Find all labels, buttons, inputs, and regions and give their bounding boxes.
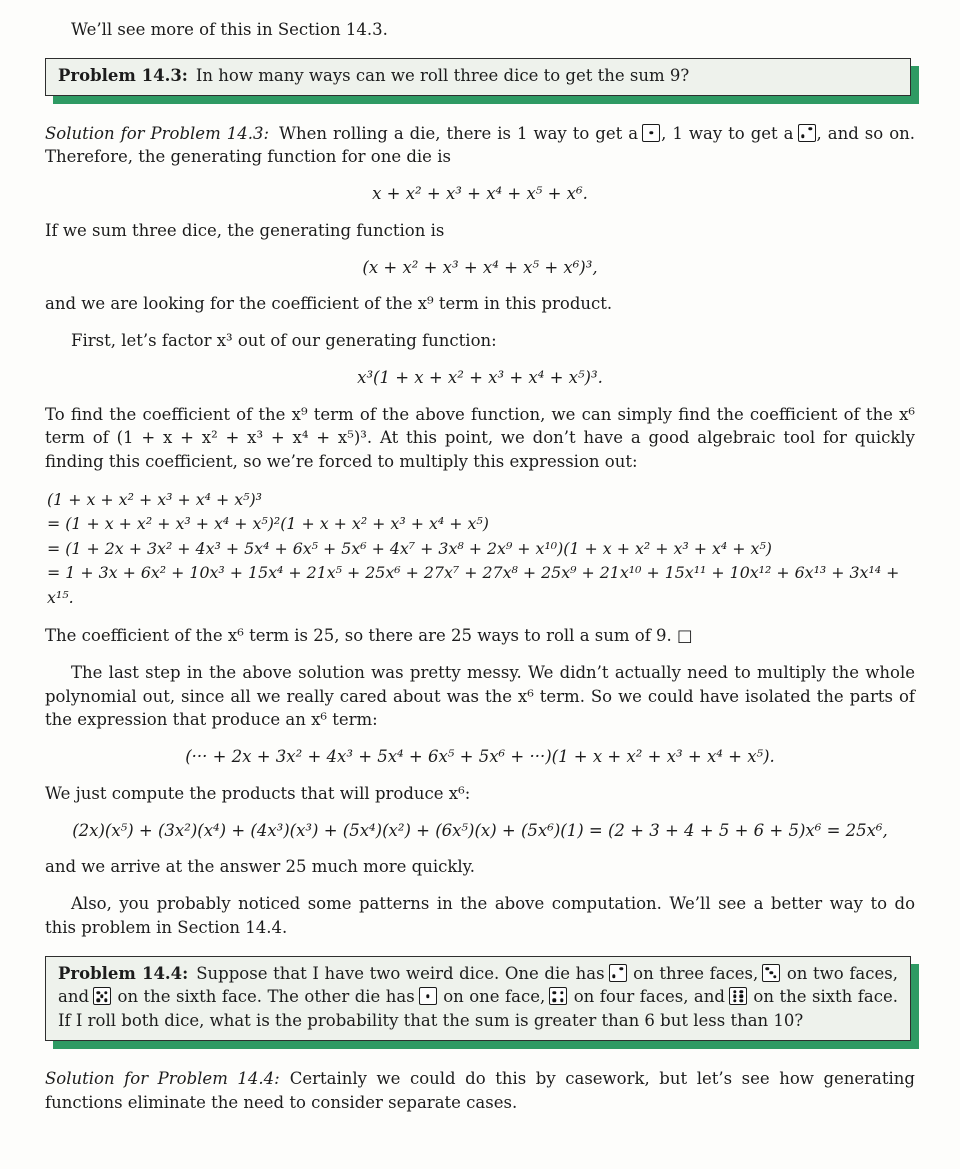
equation-factored: x³(1 + x + x² + x³ + x⁴ + x⁵)³.	[357, 367, 603, 387]
problem-14-4-box	[45, 956, 911, 1041]
solution-14-3-p6: The coefficient of the x⁶ term is 25, so there are 25 ways to roll a sum of 9. □	[45, 626, 693, 646]
derivation-line-1: (1 + x + x² + x³ + x⁴ + x⁵)³	[47, 489, 262, 509]
equation-one-die: x + x² + x³ + x⁴ + x⁵ + x⁶.	[372, 184, 588, 203]
problem-14-3-box	[45, 58, 911, 96]
die-face-3-icon	[762, 964, 780, 982]
problem-14-4-t6: on four faces, and	[568, 987, 725, 1007]
solution-14-3-p4: First, let’s factor x³ out of our generating function:	[71, 331, 497, 350]
solution-14-3-label: Solution for Problem 14.3:	[45, 123, 270, 143]
solution-14-3-p10: Also, you probably noticed some patterns in the above computation. We’ll see a better way to do this problem in Section 14.4.	[45, 894, 915, 937]
intro-paragraph: We’ll see more of this in Section 14.3.	[71, 20, 388, 39]
problem-14-4-t7: on the sixth face. If I roll both dice, what is the probability that the sum is greater than 6 but less than 10?	[58, 987, 898, 1031]
problem-14-4-t3: on two faces, and	[58, 963, 898, 1007]
solution-14-3-p1b: , 1 way to get a	[661, 123, 794, 143]
die-face-1-icon	[642, 124, 660, 142]
die-face-4-icon	[549, 987, 567, 1005]
problem-14-4-t4: on the sixth face. The other die has	[112, 987, 415, 1007]
derivation-line-4: = 1 + 3x + 6x² + 10x³ + 15x⁴ + 21x⁵ + 25x⁶ + 27x⁷ + 27x⁸ + 25x⁹ + 21x¹⁰ + 15x¹¹ + 10x¹² + 6x¹³ + 3x¹⁴ + x¹⁵.	[47, 563, 900, 607]
derivation-line-3: = (1 + 2x + 3x² + 4x³ + 5x⁴ + 6x⁵ + 5x⁶ + 4x⁷ + 3x⁸ + 2x⁹ + x¹⁰)(1 + x + x² + x³ + x⁴ + x⁵)	[47, 538, 772, 558]
solution-14-4-paragraph	[45, 1067, 915, 1115]
equation-isolated-parts: (··· + 2x + 3x² + 4x³ + 5x⁴ + 6x⁵ + 5x⁶ + ···)(1 + x + x² + x³ + x⁴ + x⁵).	[185, 747, 775, 767]
problem-14-4-t1: Suppose that I have two weird dice. One die has	[196, 963, 605, 983]
solution-14-4-text: Certainly we could do this by casework, but let’s see how generating functions eliminate the need to consider separate cases.	[45, 1068, 915, 1112]
solution-14-3-p3: and we are looking for the coefficient of the x⁹ term in this product.	[45, 294, 613, 314]
problem-14-4-label: Problem 14.4:	[58, 963, 189, 983]
die-face-1-icon	[419, 987, 437, 1005]
die-face-2-icon	[798, 124, 816, 142]
derivation-line-2: = (1 + x + x² + x³ + x⁴ + x⁵)²(1 + x + x² + x³ + x⁴ + x⁵)	[47, 514, 489, 534]
equation-products: (2x)(x⁵) + (3x²)(x⁴) + (4x³)(x³) + (5x⁴)(x²) + (6x⁵)(x) + (5x⁶)(1) = (2 + 3 + 4 + 5 + 6 + 5)x⁶ = 25x⁶,	[72, 820, 888, 840]
die-face-2-icon	[609, 964, 627, 982]
die-face-6-icon	[729, 987, 747, 1005]
problem-14-4-t5: on one face,	[437, 987, 546, 1007]
solution-14-4-label: Solution for Problem 14.4:	[45, 1068, 280, 1088]
solution-14-3-p1c: , and so on. Therefore, the generating function for one die is	[45, 123, 916, 167]
expansion-derivation	[47, 488, 915, 610]
solution-14-3-p2: If we sum three dice, the generating function is	[45, 220, 445, 240]
solution-14-3-p8: We just compute the products that will produce x⁶:	[45, 783, 471, 803]
solution-14-3-p1a: When rolling a die, there is 1 way to get a	[279, 123, 639, 143]
die-face-5-icon	[93, 987, 111, 1005]
problem-14-3-label: Problem 14.3:	[58, 65, 188, 85]
solution-14-3-p5: To find the coefficient of the x⁹ term of the above function, we can simply find the coefficient of the x⁶ term of (1 + x + x² + x³ + x⁴ + x⁵)³. At this point, we don’t have a good algebraic tool for quickly finding this coefficient, so we’re forced to multiply this expression out:	[45, 404, 915, 471]
solution-14-3-p9: and we arrive at the answer 25 much more quickly.	[45, 857, 476, 877]
equation-three-dice: (x + x² + x³ + x⁴ + x⁵ + x⁶)³,	[362, 257, 598, 277]
solution-14-3-intro-paragraph	[45, 122, 915, 170]
solution-14-3-p7: The last step in the above solution was pretty messy. We didn’t actually need to multiply the whole polynomial out, since all we really cared about was the x⁶ term. So we could have isolated the parts of the expression that produce an x⁶ term:	[45, 662, 915, 730]
problem-14-4-t2: on three faces,	[627, 963, 759, 983]
problem-14-3-text: In how many ways can we roll three dice to get the sum 9?	[195, 65, 690, 85]
